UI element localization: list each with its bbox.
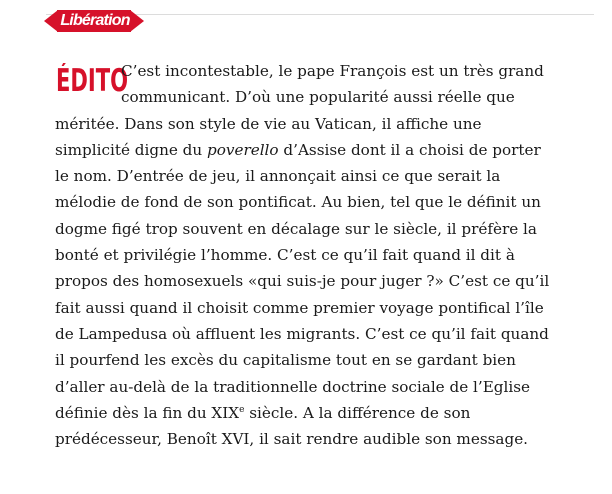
edito-kicker: ÉDITO [56,63,129,99]
article-line [55,137,600,163]
article-line: dogme figé trop souvent en décalage sur le siècle, il préfère la [55,219,537,238]
article-line: propos des homosexuels «qui suis-je pour juger ?» C’est ce qu’il [55,272,550,291]
liberation-logo[interactable] [44,8,144,34]
article-line: communicant. D’où une popularité aussi réelle que [121,88,515,107]
article-text: siècle. A la différence de son [244,403,471,422]
article-line: de Lampedusa où affluent les migrants. C’est ce qu’il fait quand [55,324,549,343]
article-line: méritée. Dans son style de vie au Vatican, il affiche une [55,114,482,133]
editorial-article [55,58,600,452]
article-line: d’aller au-delà de la traditionnelle doctrine sociale de l’Eglise [55,377,531,396]
article-line: prédécesseur, Benoît XVI, il sait rendre audible son message. [55,430,529,449]
article-line [55,400,600,426]
article-text: d’Assise dont il a choisi de porter [278,140,541,159]
article-line: le nom. D’entrée de jeu, il annonçait ainsi ce que serait la [55,167,501,186]
article-line: mélodie de fond de son pontificat. Au bien, tel que le définit un [55,193,541,212]
century-superscript: e [239,404,245,415]
article-text: simplicité digne du [55,140,208,159]
article-line: fait aussi quand il choisit comme premier voyage pontifical l’île [55,298,544,317]
article-line: C’est incontestable, le pape François est un très grand [121,62,544,80]
poverello-italic: poverello [207,140,279,159]
article-text: définie dès la fin du XIX [55,403,240,422]
masthead [0,0,612,30]
article-line: bonté et privilégie l’homme. C’est ce qu’il fait quand il dit à [55,246,515,265]
article-line: il pourfend les excès du capitalisme tout en se gardant bien [55,351,516,370]
logo-text: Libération [60,12,130,29]
